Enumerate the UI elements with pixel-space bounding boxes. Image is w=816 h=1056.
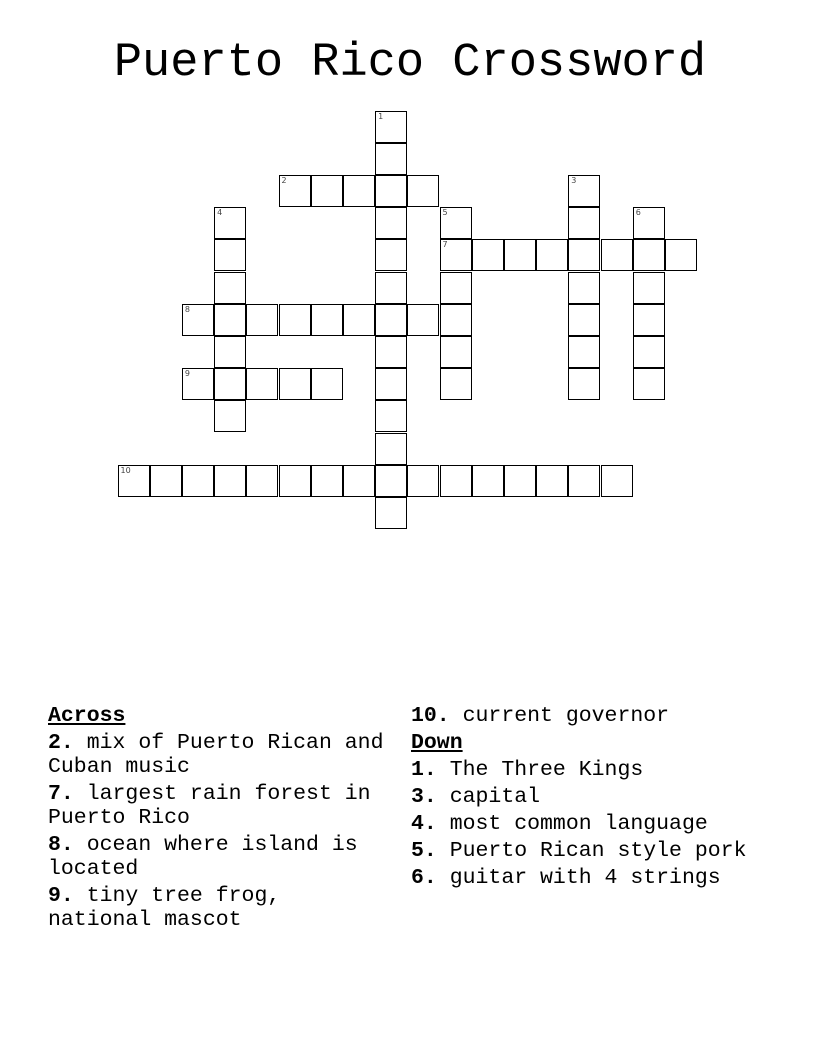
grid-cell[interactable] [633, 207, 665, 239]
clue-number-5: 5 [442, 208, 448, 218]
grid-cell[interactable] [375, 433, 407, 465]
down-clue-3: 3. capital [411, 785, 541, 809]
grid-cell[interactable] [440, 207, 472, 239]
grid-cell[interactable] [246, 368, 278, 400]
page-title: Puerto Rico Crossword [113, 37, 707, 90]
grid-cell[interactable] [504, 465, 536, 497]
clue-number-8: 8 [184, 304, 190, 314]
grid-cell[interactable] [375, 111, 407, 143]
grid-cell[interactable] [375, 336, 407, 368]
grid-cell[interactable] [601, 239, 633, 271]
across-clue-2: 2. mix of Puerto Rican and Cuban music [48, 731, 384, 779]
across-clue-9: 9. tiny tree frog, national mascot [48, 884, 281, 932]
grid-cell[interactable] [214, 400, 246, 432]
grid-cell[interactable] [568, 239, 600, 271]
grid-cell[interactable] [214, 207, 246, 239]
grid-cell[interactable] [375, 368, 407, 400]
down-clue-6: 6. guitar with 4 strings [411, 866, 721, 890]
grid-cell[interactable] [311, 368, 343, 400]
grid-cell[interactable] [343, 465, 375, 497]
grid-cell[interactable] [665, 239, 697, 271]
clue-number-3: 3 [571, 175, 577, 185]
grid-cell[interactable] [472, 239, 504, 271]
grid-cell[interactable] [150, 465, 182, 497]
grid-cell[interactable] [568, 272, 600, 304]
grid-cell[interactable] [182, 368, 214, 400]
grid-cell[interactable] [440, 465, 472, 497]
grid-cell[interactable] [407, 465, 439, 497]
grid-cell[interactable] [568, 304, 600, 336]
grid-cell[interactable] [375, 239, 407, 271]
grid-cell[interactable] [279, 304, 311, 336]
grid-cell[interactable] [633, 336, 665, 368]
grid-cell[interactable] [375, 207, 407, 239]
grid-cell[interactable] [440, 272, 472, 304]
clue-number-6: 6 [635, 208, 641, 218]
grid-cell[interactable] [246, 304, 278, 336]
grid-cell[interactable] [568, 336, 600, 368]
grid-cell[interactable] [375, 272, 407, 304]
grid-cell[interactable] [246, 465, 278, 497]
grid-cell[interactable] [214, 368, 246, 400]
grid-cell[interactable] [214, 304, 246, 336]
grid-cell[interactable] [375, 175, 407, 207]
grid-cell[interactable] [536, 239, 568, 271]
grid-cell[interactable] [311, 465, 343, 497]
down-clue-5: 5. Puerto Rican style pork [411, 839, 747, 863]
grid-cell[interactable] [343, 175, 375, 207]
grid-cell[interactable] [279, 465, 311, 497]
clues-column-left [48, 704, 388, 935]
grid-cell[interactable] [214, 336, 246, 368]
grid-cell[interactable] [536, 465, 568, 497]
grid-cell[interactable] [633, 239, 665, 271]
grid-cell[interactable] [311, 304, 343, 336]
clue-number-1: 1 [378, 111, 384, 121]
grid-cell[interactable] [311, 175, 343, 207]
grid-cell[interactable] [375, 400, 407, 432]
grid-cell[interactable] [343, 304, 375, 336]
across-clue-8: 8. ocean where island is located [48, 833, 358, 881]
down-heading: Down [411, 731, 463, 755]
grid-cell[interactable] [375, 465, 407, 497]
down-clue-4: 4. most common language [411, 812, 708, 836]
across-heading: Across [48, 704, 126, 728]
grid-cell[interactable] [633, 272, 665, 304]
across-clue-7: 7. largest rain forest in Puerto Rico [48, 782, 371, 830]
grid-cell[interactable] [568, 207, 600, 239]
clue-number-7: 7 [442, 240, 448, 250]
grid-cell[interactable] [633, 368, 665, 400]
grid-cell[interactable] [472, 465, 504, 497]
grid-cell[interactable] [633, 304, 665, 336]
grid-cell[interactable] [504, 239, 536, 271]
grid-cell[interactable] [118, 465, 150, 497]
grid-cell[interactable] [440, 239, 472, 271]
grid-cell[interactable] [375, 497, 407, 529]
grid-cell[interactable] [440, 304, 472, 336]
grid-cell[interactable] [407, 175, 439, 207]
grid-cell[interactable] [182, 304, 214, 336]
grid-cell[interactable] [214, 239, 246, 271]
grid-cell[interactable] [182, 465, 214, 497]
grid-cell[interactable] [407, 304, 439, 336]
down-clue-1: 1. The Three Kings [411, 758, 644, 782]
grid-cell[interactable] [214, 465, 246, 497]
grid-cell[interactable] [440, 368, 472, 400]
grid-cell[interactable] [214, 272, 246, 304]
clue-number-2: 2 [281, 175, 287, 185]
across-clue-10: 10. current governor [411, 704, 670, 728]
grid-cell[interactable] [375, 304, 407, 336]
grid-cell[interactable] [568, 368, 600, 400]
grid-cell[interactable] [601, 465, 633, 497]
clues-column-right [411, 704, 771, 893]
clue-number-10: 10 [120, 465, 131, 475]
grid-cell[interactable] [279, 368, 311, 400]
clue-number-4: 4 [217, 208, 223, 218]
grid-cell[interactable] [440, 336, 472, 368]
clue-number-9: 9 [184, 369, 190, 379]
grid-cell[interactable] [568, 175, 600, 207]
grid-cell[interactable] [568, 465, 600, 497]
grid-cell[interactable] [279, 175, 311, 207]
grid-cell[interactable] [375, 143, 407, 175]
